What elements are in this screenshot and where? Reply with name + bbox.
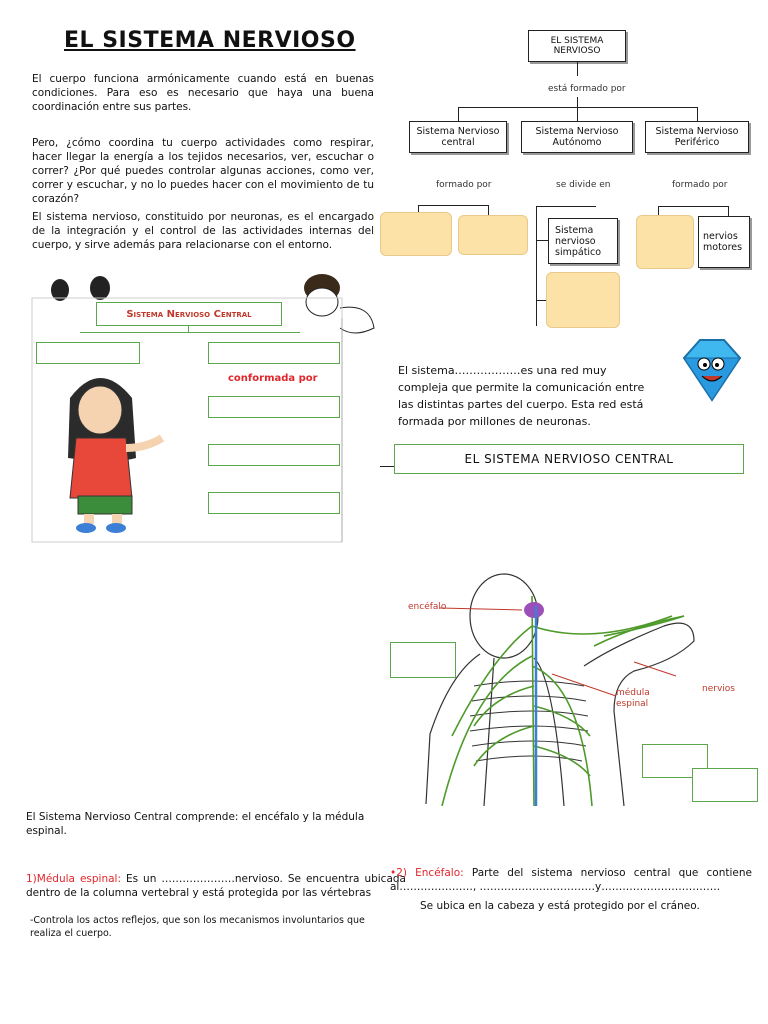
snc-banner: EL SISTEMA NERVIOSO CENTRAL bbox=[394, 444, 744, 474]
branch-connector-label: formado por bbox=[672, 180, 728, 190]
nervios-label: nervios bbox=[702, 684, 735, 694]
intro-paragraph-3: El sistema nervioso, constituido por neuronas, es el encargado de la integración y el control de las actividades internas del cuerpo, y sirve además para relacionarse con el entorno. bbox=[32, 211, 374, 251]
medula-title: 1)Médula espinal: bbox=[26, 873, 121, 885]
nervios-motores-box: nervios motores bbox=[698, 216, 750, 268]
connector-line bbox=[697, 107, 698, 121]
connector-line bbox=[577, 97, 578, 107]
red-paragraph: El sistema………………es una red muy compleja que permite la comunicación entre las distintas partes del cuerpo. Esta red está formada por millones de neuronas. bbox=[398, 364, 645, 428]
blank-fill-box[interactable] bbox=[546, 272, 620, 328]
simpatico-box: Sistema nervioso simpático bbox=[548, 218, 618, 264]
connector-line bbox=[80, 332, 300, 333]
girl-illustration bbox=[68, 378, 162, 533]
snc-comprende-text: El Sistema Nervioso Central comprende: el encéfalo y la médula espinal. bbox=[26, 811, 365, 837]
blank-answer-box[interactable] bbox=[692, 768, 758, 802]
diamond-mascot-icon bbox=[672, 330, 752, 410]
connector-line bbox=[536, 206, 596, 207]
branch-autonomo-box: Sistema Nervioso Autónomo bbox=[521, 121, 633, 153]
medula-text: Es un …………………nervioso. Se encuentra ubicada dentro de la columna vertebral y está protegida por las vértebras bbox=[26, 873, 406, 899]
blank-fill-box[interactable] bbox=[636, 215, 694, 269]
encefalo-text: Parte del sistema nervioso central que contiene al…………………, ……………………………y……………………………. bbox=[390, 867, 752, 893]
branch-connector-label: se divide en bbox=[556, 180, 611, 190]
medula-label: médula espinal bbox=[616, 688, 650, 709]
connector-line bbox=[458, 107, 698, 108]
connector-line bbox=[658, 206, 728, 207]
connector-line bbox=[577, 107, 578, 121]
intro-paragraph-2: Pero, ¿cómo coordina tu cuerpo actividades como respirar, hacer llegar la energía a los tejidos necesarios, ver, escuchar o correr? ¿Por qué puedes controlar algunas acciones, como ver, correr y escuchar, y no lo puedes hacer con el movimiento de tu corazón? bbox=[32, 137, 374, 205]
branch-snc-box: Sistema Nervioso central bbox=[409, 121, 507, 153]
snc-worksheet bbox=[30, 268, 376, 544]
connector-line bbox=[577, 62, 578, 76]
page-title: EL SISTEMA NERVIOSO bbox=[64, 28, 356, 53]
encefalo-title: •2) Encéfalo: bbox=[390, 867, 464, 879]
snc-header-box: Sistema Nervioso Central bbox=[96, 302, 282, 326]
connector-line bbox=[458, 107, 459, 121]
connector-line bbox=[188, 326, 189, 332]
medula-paragraph bbox=[26, 872, 406, 900]
connector-line bbox=[418, 205, 488, 206]
blank-answer-box[interactable] bbox=[208, 396, 340, 418]
blank-fill-box[interactable] bbox=[458, 215, 528, 255]
encefalo-extra: Se ubica en la cabeza y está protegido por el cráneo. bbox=[420, 900, 700, 912]
blank-answer-box[interactable] bbox=[208, 492, 340, 514]
encefalo-paragraph bbox=[390, 866, 752, 894]
branch-periferico-box: Sistema Nervioso Periférico bbox=[645, 121, 749, 153]
connector-line bbox=[536, 240, 548, 241]
conformada-por-label: conformada por bbox=[228, 373, 318, 384]
intro-paragraph-1: El cuerpo funciona armónicamente cuando está en buenas condiciones. Para eso es necesario que haya una buena coordinación entre sus partes. bbox=[32, 73, 374, 113]
blank-answer-box[interactable] bbox=[390, 642, 456, 678]
encefalo-label: encéfalo bbox=[408, 602, 447, 612]
medula-extra: -Controla los actos reflejos, que son los mecanismos involuntarios que realiza el cuerpo. bbox=[30, 915, 365, 939]
connector-line bbox=[536, 206, 537, 326]
blank-answer-box[interactable] bbox=[208, 342, 340, 364]
connector-line bbox=[380, 466, 394, 467]
connector-line bbox=[488, 205, 489, 215]
blank-answer-box[interactable] bbox=[208, 444, 340, 466]
blank-answer-box[interactable] bbox=[36, 342, 140, 364]
root-connector-label: está formado por bbox=[548, 84, 626, 94]
diagram-root-box: EL SISTEMA NERVIOSO bbox=[528, 30, 626, 62]
blank-fill-box[interactable] bbox=[380, 212, 452, 256]
connector-line bbox=[728, 206, 729, 216]
branch-connector-label: formado por bbox=[436, 180, 492, 190]
